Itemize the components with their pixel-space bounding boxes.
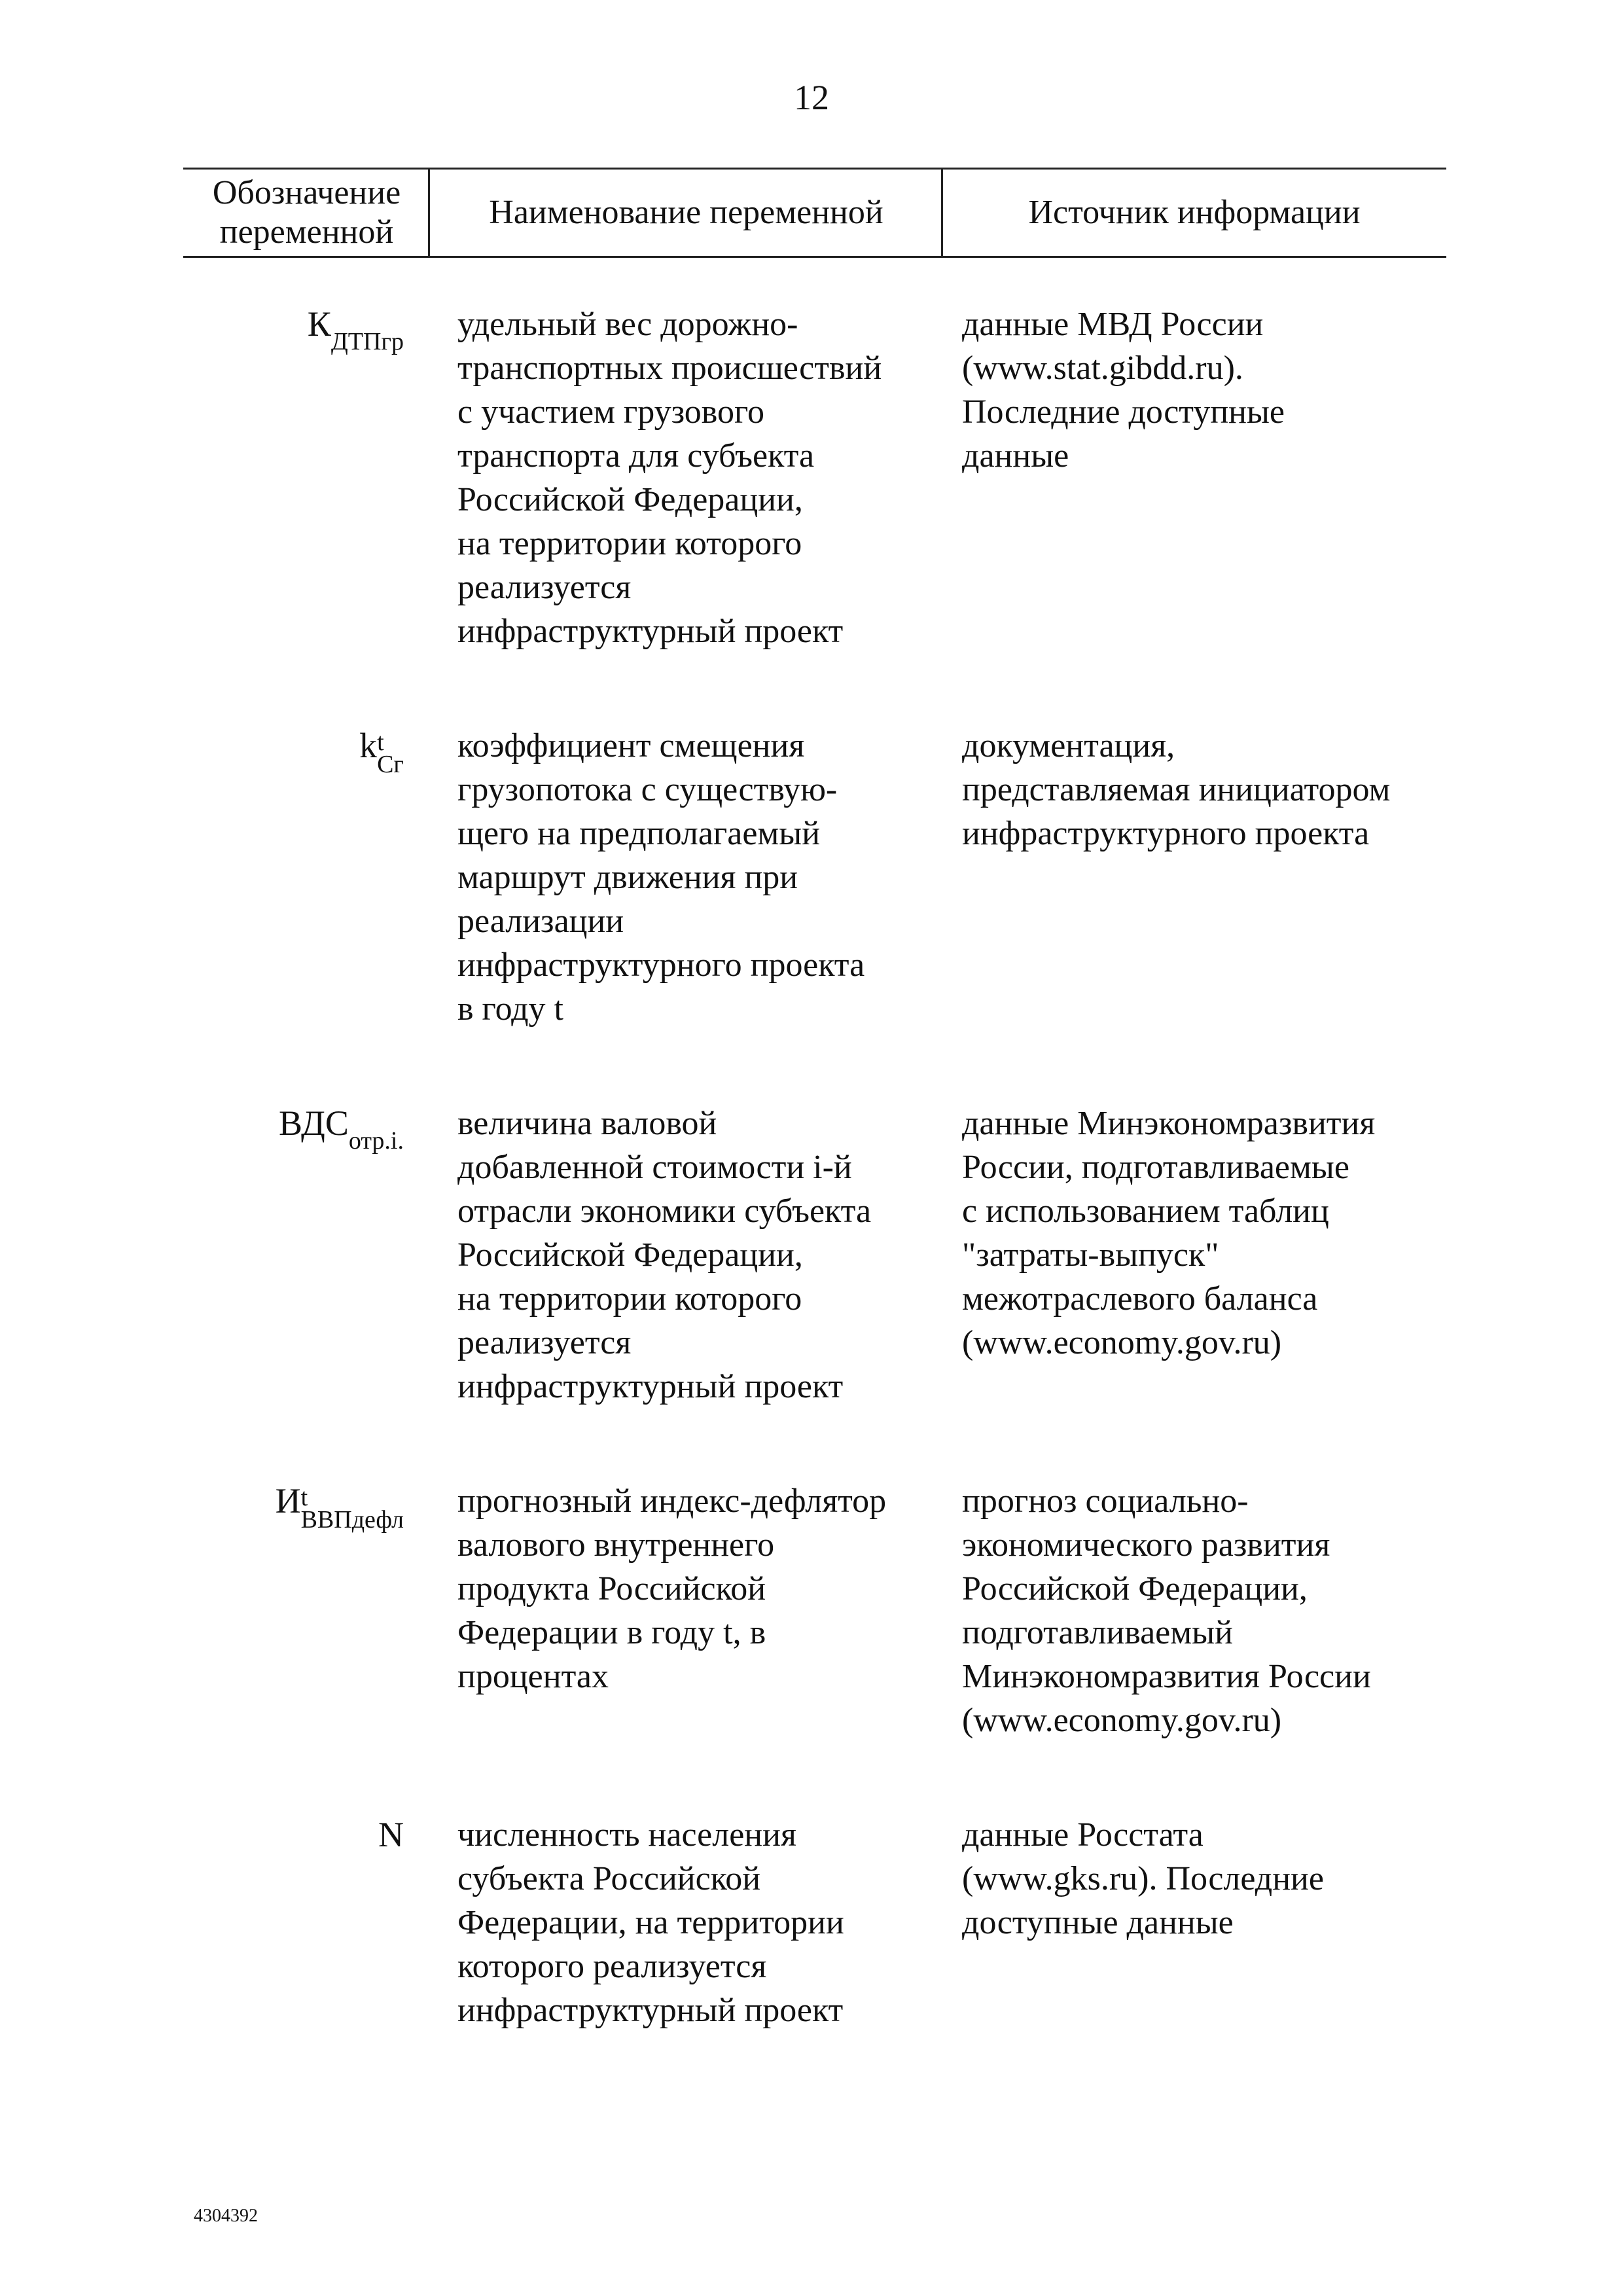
source-line: представляемая инициатором: [962, 771, 1391, 808]
header-symbol-line2: переменной: [219, 213, 394, 251]
source-line: Минэкономразвития России: [962, 1658, 1371, 1695]
name-line: Российской Федерации,: [457, 481, 803, 518]
information-source: [942, 302, 1446, 653]
name-line: коэффициент смещения: [457, 727, 805, 764]
variable-name: [430, 724, 942, 1031]
name-line: на территории которого: [457, 525, 802, 562]
information-source: [942, 1102, 1446, 1408]
header-source-column: Источник информации: [1028, 194, 1361, 231]
information-source: [942, 1813, 1446, 2032]
header-symbol-line1: Обозначение: [212, 174, 401, 211]
symbol-main: N: [378, 1815, 404, 1854]
symbol-expression: [279, 1102, 404, 1155]
symbol-main: ВДС: [279, 1103, 349, 1143]
name-line: субъекта Российской: [457, 1860, 761, 1897]
name-line: величина валовой: [457, 1105, 717, 1142]
variable-symbol: [183, 302, 430, 653]
name-line: которого реализуется: [457, 1948, 767, 1985]
symbol-main: К: [307, 304, 331, 344]
source-line: экономического развития: [962, 1526, 1330, 1564]
name-line: реализации: [457, 903, 624, 940]
name-line: инфраструктурный проект: [457, 1368, 844, 1405]
source-line: данные МВД России: [962, 306, 1264, 343]
symbol-subscript: отр.i.: [348, 1126, 404, 1155]
source-line: "затраты-выпуск": [962, 1236, 1219, 1274]
source-line: документация,: [962, 727, 1175, 764]
name-line: прогнозный индекс-дефлятор: [457, 1482, 887, 1520]
name-line: инфраструктурный проект: [457, 613, 844, 650]
symbol-main: И: [275, 1481, 301, 1520]
symbol-expression: [275, 1479, 404, 1534]
source-line: прогноз социально-: [962, 1482, 1249, 1520]
name-line: щего на предполагаемый: [457, 815, 821, 852]
name-line: удельный вес дорожно-: [457, 306, 798, 343]
header-symbol-column: [183, 170, 430, 256]
source-line: данные Росстата: [962, 1816, 1204, 1854]
name-line: отрасли экономики субъекта: [457, 1193, 872, 1230]
table-row: [183, 1479, 1446, 1742]
name-line: Федерации в году t, в: [457, 1614, 766, 1651]
variable-name: [430, 1813, 942, 2032]
table-row: [183, 302, 1446, 653]
name-line: процентах: [457, 1658, 609, 1695]
name-line: добавленной стоимости i-й: [457, 1149, 852, 1186]
variable-symbol: [183, 724, 430, 1031]
symbol-expression: [359, 724, 404, 778]
symbol-superscript: t: [300, 1483, 308, 1511]
symbol-subscript: Сг: [377, 750, 404, 778]
name-line: численность населения: [457, 1816, 796, 1854]
name-line: валового внутреннего: [457, 1526, 775, 1564]
variables-table-body: [183, 302, 1446, 2032]
name-line: инфраструктурный проект: [457, 1992, 844, 2029]
source-line: Российской Федерации,: [962, 1570, 1308, 1607]
symbol-main: k: [359, 726, 378, 765]
table-row: [183, 1813, 1446, 2032]
source-line: (www.gks.ru). Последние: [962, 1860, 1324, 1897]
table-header: [183, 168, 1446, 258]
information-source: [942, 724, 1446, 1031]
source-line: (www.economy.gov.ru): [962, 1702, 1282, 1739]
source-line: Последние доступные: [962, 393, 1285, 431]
name-line: с участием грузового: [457, 393, 765, 431]
table-row: [183, 1102, 1446, 1408]
source-line: доступные данные: [962, 1904, 1234, 1941]
header-name-column: Наименование переменной: [489, 194, 883, 231]
table-row: [183, 724, 1446, 1031]
symbol-expression: [307, 302, 404, 355]
name-line: транспорта для субъекта: [457, 437, 815, 475]
source-line: (www.economy.gov.ru): [962, 1324, 1282, 1361]
variable-symbol: [183, 1102, 430, 1408]
name-line: маршрут движения при: [457, 859, 798, 896]
source-line: инфраструктурного проекта: [962, 815, 1370, 852]
source-line: с использованием таблиц: [962, 1193, 1329, 1230]
name-line: продукта Российской: [457, 1570, 766, 1607]
symbol-superscript: t: [377, 728, 384, 756]
source-line: данные Минэкономразвития: [962, 1105, 1376, 1142]
name-line: в году t: [457, 990, 563, 1028]
symbol-subscript: ДТПгр: [330, 327, 404, 355]
name-line: инфраструктурного проекта: [457, 946, 865, 984]
source-line: России, подготавливаемые: [962, 1149, 1349, 1186]
source-line: данные: [962, 437, 1069, 475]
variable-name: [430, 1479, 942, 1742]
symbol-subscript: ВВПдефл: [300, 1505, 404, 1534]
source-line: (www.stat.gibdd.ru).: [962, 350, 1243, 387]
page-number: 12: [794, 78, 829, 117]
variable-name: [430, 1102, 942, 1408]
document-code: 4304392: [194, 2206, 258, 2226]
source-line: подготавливаемый: [962, 1614, 1233, 1651]
name-line: реализуется: [457, 1324, 632, 1361]
name-line: грузопотока с существую-: [457, 771, 838, 808]
name-line: на территории которого: [457, 1280, 802, 1318]
variable-symbol: [183, 1813, 430, 2032]
symbol-expression: [378, 1813, 404, 1857]
variable-symbol: [183, 1479, 430, 1742]
name-line: Российской Федерации,: [457, 1236, 803, 1274]
information-source: [942, 1479, 1446, 1742]
name-line: Федерации, на территории: [457, 1904, 844, 1941]
name-line: транспортных происшествий: [457, 350, 882, 387]
variable-name: [430, 302, 942, 653]
source-line: межотраслевого баланса: [962, 1280, 1318, 1318]
name-line: реализуется: [457, 569, 632, 606]
